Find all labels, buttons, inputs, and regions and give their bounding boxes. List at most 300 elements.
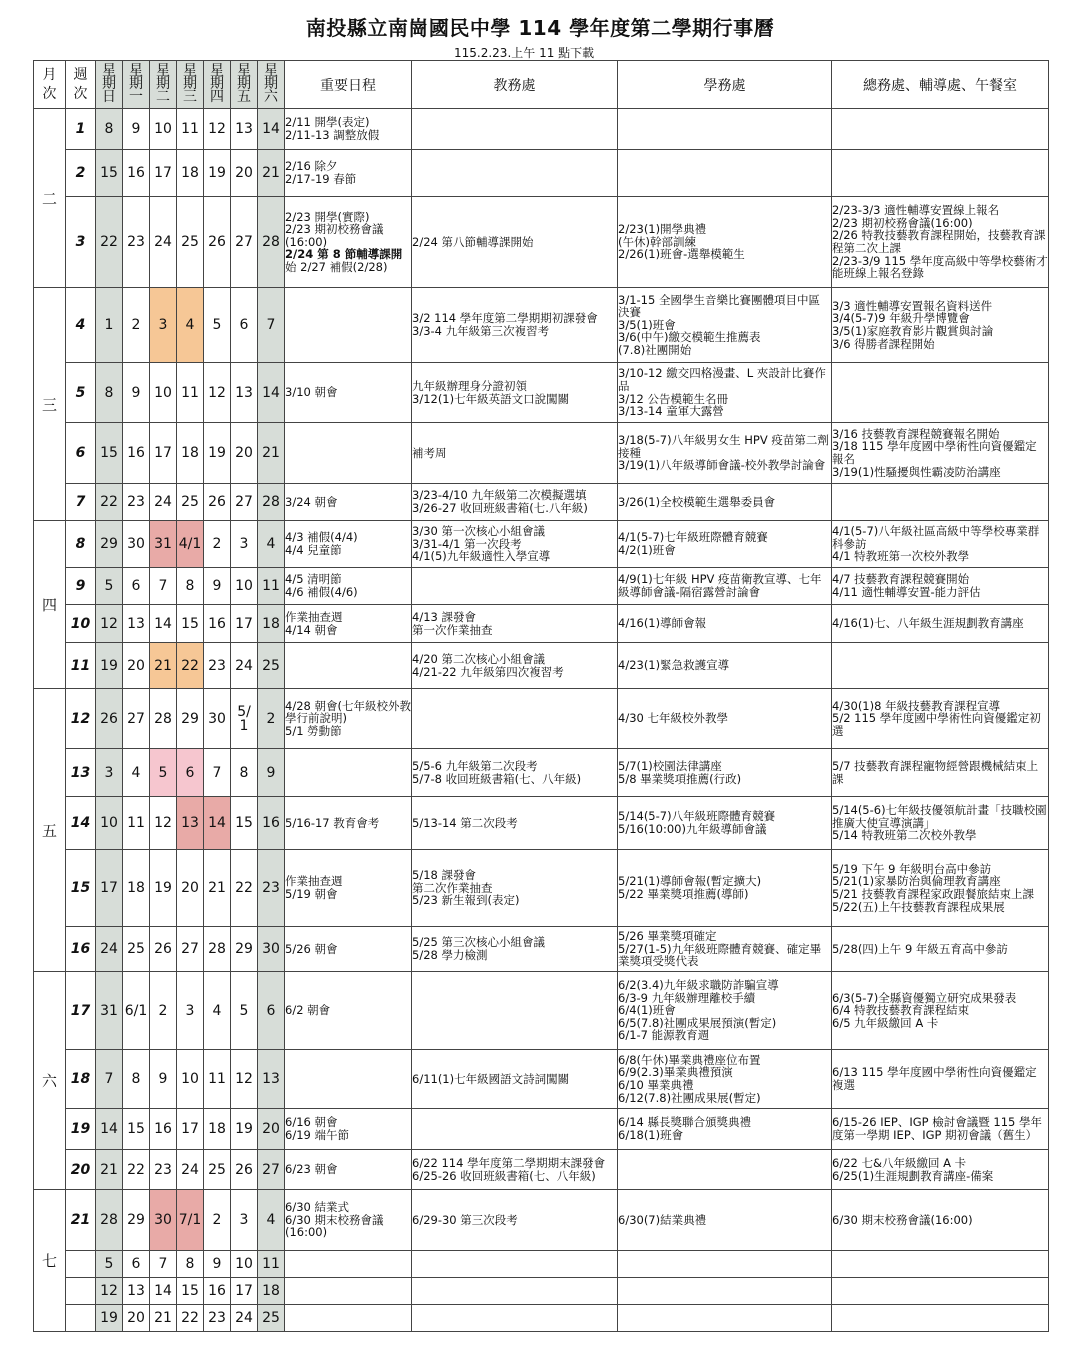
date-cell: 14 [258, 363, 285, 423]
schedule-cell [285, 423, 412, 484]
schedule-cell [285, 288, 412, 363]
week-row [34, 749, 1049, 797]
date-cell: 23 [204, 1305, 231, 1332]
date-cell: 17 [231, 1278, 258, 1305]
date-cell: 12 [204, 363, 231, 423]
schedule-cell: 作業抽查週 5/19 朝會 [285, 850, 412, 927]
date-cell: 27 [258, 1150, 285, 1190]
date-cell: 22 [96, 484, 123, 521]
week-row [34, 568, 1049, 605]
general-cell: 4/1(5-7)八年級社區高級中等學校專業群科參訪 4/1 特教班第一次校外教學 [832, 521, 1049, 568]
date-cell: 6 [177, 749, 204, 797]
date-cell: 27 [123, 689, 150, 749]
date-cell: 12 [96, 605, 123, 643]
general-cell: 3/3 適性輔導安置報名資料送件 3/4(5-7)9 年級升學博覽會 3/5(1)家庭教育影片觀賞與討論 3/6 得勝者課程開始 [832, 288, 1049, 363]
date-cell: 19 [231, 1109, 258, 1150]
date-cell: 26 [231, 1150, 258, 1190]
date-cell: 19 [204, 150, 231, 197]
schedule-cell [285, 197, 412, 288]
date-cell: 29 [123, 1190, 150, 1251]
general-cell: 3/16 技藝教育課程競賽報名開始 3/18 115 學年度國中學術性向資優鑑定報名 3/19(1)性騷擾與性霸凌防治講座 [832, 423, 1049, 484]
general-cell [832, 363, 1049, 423]
week-row [34, 197, 1049, 288]
header-tue: 星 期 二 [150, 61, 177, 109]
date-cell: 7 [150, 1251, 177, 1278]
date-cell: 29 [96, 521, 123, 568]
date-cell: 22 [177, 643, 204, 689]
date-cell: 1 [96, 288, 123, 363]
header-general: 總務處、輔導處、午餐室 [832, 61, 1049, 109]
student-cell: 2/23(1)開學典禮 (午休)幹部訓練 2/26(1)班會-選舉模範生 [618, 197, 832, 288]
general-cell: 4/7 技藝教育課程競賽開始 4/11 適性輔導安置-能力評估 [832, 568, 1049, 605]
date-cell: 24 [96, 927, 123, 972]
date-cell: 3 [231, 521, 258, 568]
date-cell: 3 [177, 972, 204, 1050]
date-cell: 5 [96, 1251, 123, 1278]
student-cell [618, 1150, 832, 1190]
student-cell: 3/26(1)全校模範生選舉委員會 [618, 484, 832, 521]
date-cell: 7 [150, 568, 177, 605]
date-cell: 5 [231, 972, 258, 1050]
schedule-cell: 5/16-17 教育會考 [285, 797, 412, 850]
general-cell: 2/23-3/3 適性輔導安置線上報名 2/23 期初校務會議(16:00) 2/26 特教技藝教育課程開始，技藝教育課程第二次上課 2/23-3/9 115 學年度高級中等學校藝術才能班線上報名登錄 [832, 197, 1049, 288]
date-cell: 24 [177, 1150, 204, 1190]
date-cell: 10 [150, 109, 177, 150]
month-cell: 二 [34, 109, 66, 288]
date-cell: 5 [96, 568, 123, 605]
month-cell: 七 [34, 1190, 66, 1332]
schedule-cell: 4/5 清明節 4/6 補假(4/6) [285, 568, 412, 605]
date-cell: 9 [150, 1050, 177, 1109]
date-cell: 29 [231, 927, 258, 972]
date-cell: 15 [96, 423, 123, 484]
student-cell [618, 1305, 832, 1332]
week-row [34, 1305, 1049, 1332]
date-cell: 21 [96, 1150, 123, 1190]
date-cell: 21 [204, 850, 231, 927]
student-cell: 6/2(3.4)九年級求職防詐騙宣導 6/3-9 九年級辦理離校手續 6/4(1)班會 6/5(7.8)社團成果展預演(暫定) 6/1-7 能源教育週 [618, 972, 832, 1050]
date-cell: 20 [231, 150, 258, 197]
academic-cell: 5/18 課發會 第二次作業抽查 5/23 新生報到(表定) [412, 850, 618, 927]
academic-cell [412, 972, 618, 1050]
date-cell: 21 [150, 1305, 177, 1332]
date-cell: 28 [258, 197, 285, 288]
general-cell [832, 1278, 1049, 1305]
header-thu: 星 期 四 [204, 61, 231, 109]
date-cell: 18 [177, 423, 204, 484]
date-cell: 15 [96, 150, 123, 197]
date-cell: 20 [123, 643, 150, 689]
date-cell: 27 [231, 484, 258, 521]
date-cell: 8 [177, 1251, 204, 1278]
general-cell: 6/30 期末校務會議(16:00) [832, 1190, 1049, 1251]
week-number [66, 1251, 96, 1278]
date-cell: 4 [258, 1190, 285, 1251]
week-number: 16 [66, 927, 96, 972]
week-number [66, 1278, 96, 1305]
date-cell: 10 [96, 797, 123, 850]
schedule-cell [285, 1278, 412, 1305]
week-number: 14 [66, 797, 96, 850]
week-row [34, 1150, 1049, 1190]
date-cell: 21 [258, 150, 285, 197]
academic-cell: 4/20 第二次核心小組會議 4/21-22 九年級第四次複習考 [412, 643, 618, 689]
student-cell: 5/7(1)校園法律講座 5/8 畢業獎項推薦(行政) [618, 749, 832, 797]
student-cell [618, 150, 832, 197]
date-cell: 5 [204, 288, 231, 363]
month-cell: 六 [34, 972, 66, 1190]
date-cell: 21 [258, 423, 285, 484]
date-cell: 18 [204, 1109, 231, 1150]
date-cell: 8 [177, 568, 204, 605]
date-cell: 4/1 [177, 521, 204, 568]
week-row [34, 1278, 1049, 1305]
week-number: 7 [66, 484, 96, 521]
date-cell: 7/1 [177, 1190, 204, 1251]
schedule-cell: 5/26 朝會 [285, 927, 412, 972]
general-cell: 6/3(5-7)全縣資優獨立研究成果發表 6/4 特教技藝教育課程結束 6/5 九年級繳回 A 卡 [832, 972, 1049, 1050]
schedule-text: 2/23 開學(實際) 2/23 期初校務會議 (16:00) [285, 209, 384, 249]
date-cell: 15 [177, 605, 204, 643]
week-row [34, 1251, 1049, 1278]
general-cell [832, 484, 1049, 521]
schedule-cell: 6/30 結業式 6/30 期末校務會議 (16:00) [285, 1190, 412, 1251]
date-cell: 6 [123, 568, 150, 605]
date-cell: 19 [150, 850, 177, 927]
date-cell: 12 [96, 1278, 123, 1305]
academic-cell: 九年級辦理身分證初領 3/12(1)七年級英語文口說闖關 [412, 363, 618, 423]
week-number: 10 [66, 605, 96, 643]
date-cell: 10 [231, 568, 258, 605]
date-cell: 24 [150, 197, 177, 288]
date-cell: 2 [123, 288, 150, 363]
schedule-cell: 6/16 朝會 6/19 端午節 [285, 1109, 412, 1150]
schedule-cell: 3/10 朝會 [285, 363, 412, 423]
date-cell: 20 [231, 423, 258, 484]
date-cell: 23 [123, 197, 150, 288]
calendar-table [33, 60, 1049, 1332]
date-cell: 27 [231, 197, 258, 288]
header-sun: 星 期 日 [96, 61, 123, 109]
header-week: 週 次 [66, 61, 96, 109]
schedule-cell: 4/3 補假(4/4) 4/4 兒童節 [285, 521, 412, 568]
general-cell [832, 150, 1049, 197]
date-cell: 14 [150, 605, 177, 643]
date-cell: 7 [204, 749, 231, 797]
date-cell: 28 [96, 1190, 123, 1251]
student-cell: 4/9(1)七年級 HPV 疫苗衛教宣導、七年級導師會議-隔宿露營討論會 [618, 568, 832, 605]
date-cell: 17 [150, 423, 177, 484]
student-cell: 4/30 七年級校外教學 [618, 689, 832, 749]
date-cell: 8 [231, 749, 258, 797]
date-cell: 11 [123, 797, 150, 850]
date-cell: 14 [258, 109, 285, 150]
week-row [34, 1109, 1049, 1150]
general-cell [832, 109, 1049, 150]
date-cell: 9 [204, 1251, 231, 1278]
date-cell: 13 [231, 109, 258, 150]
date-cell: 16 [123, 150, 150, 197]
week-number: 2 [66, 150, 96, 197]
date-cell: 17 [177, 1109, 204, 1150]
student-cell: 4/1(5-7)七年級班際體育競賽 4/2(1)班會 [618, 521, 832, 568]
date-cell: 8 [96, 109, 123, 150]
week-number: 11 [66, 643, 96, 689]
date-cell: 31 [96, 972, 123, 1050]
date-cell: 11 [177, 363, 204, 423]
general-cell: 4/30(1)8 年級技藝教育課程宣導 5/2 115 學年度國中學術性向資優鑑定初選 [832, 689, 1049, 749]
week-row [34, 972, 1049, 1050]
academic-cell: 3/30 第一次核心小組會議 3/31-4/1 第一次段考 4/1(5)九年級適性入學宣導 [412, 521, 618, 568]
student-cell: 6/8(午休)畢業典禮座位布置 6/9(2.3)畢業典禮預演 6/10 畢業典禮 6/12(7.8)社團成果展(暫定) [618, 1050, 832, 1109]
student-cell [618, 1278, 832, 1305]
schedule-cell: 3/24 朝會 [285, 484, 412, 521]
date-cell: 25 [258, 643, 285, 689]
week-number: 6 [66, 423, 96, 484]
academic-cell: 5/5-6 九年級第二次段考 5/7-8 收回班級書箱(七、八年級) [412, 749, 618, 797]
date-cell: 16 [123, 423, 150, 484]
date-cell: 12 [231, 1050, 258, 1109]
schedule-cell [285, 1305, 412, 1332]
week-row [34, 484, 1049, 521]
date-cell: 19 [96, 643, 123, 689]
date-cell: 19 [204, 423, 231, 484]
general-cell [832, 1251, 1049, 1278]
general-cell: 6/13 115 學年度國中學術性向資優鑑定複選 [832, 1050, 1049, 1109]
date-cell: 4 [123, 749, 150, 797]
date-cell: 25 [177, 197, 204, 288]
student-cell: 5/21(1)導師會報(暫定擴大) 5/22 畢業獎項推薦(導師) [618, 850, 832, 927]
academic-cell: 6/22 114 學年度第二學期期末課發會 6/25-26 收回班級書箱(七、八年級) [412, 1150, 618, 1190]
date-cell: 25 [123, 927, 150, 972]
date-cell: 18 [177, 150, 204, 197]
student-cell: 3/10-12 繳交四格漫畫、L 夾設計比賽作品 3/12 公告模範生名冊 3/13-14 童軍大露營 [618, 363, 832, 423]
download-note: 115.2.23.上午 11 點下載 [454, 46, 595, 60]
academic-cell: 3/23-4/10 九年級第二次模擬選填 3/26-27 收回班級書箱(七.八年級) [412, 484, 618, 521]
week-row [34, 1050, 1049, 1109]
date-cell: 17 [150, 150, 177, 197]
schedule-cell [285, 1050, 412, 1109]
date-cell: 18 [258, 605, 285, 643]
academic-cell: 2/24 第八節輔導課開始 [412, 197, 618, 288]
schedule-cell: 作業抽查週 4/14 朝會 [285, 605, 412, 643]
date-cell: 12 [150, 797, 177, 850]
student-cell: 4/23(1)緊急救護宣導 [618, 643, 832, 689]
student-cell: 3/1-15 全國學生音樂比賽團體項目中區決賽 3/5(1)班會 3/6(中午)繳交模範生推薦表 (7.8)社團開始 [618, 288, 832, 363]
header-wed: 星 期 三 [177, 61, 204, 109]
date-cell: 30 [204, 689, 231, 749]
week-row [34, 363, 1049, 423]
general-cell: 5/19 下午 9 年級明台高中參訪 5/21(1)家暴防治與倫理教育講座 5/21 技藝教育課程家政跟餐旅結束上課 5/22(五)上午技藝教育課程成果展 [832, 850, 1049, 927]
date-cell: 24 [231, 1305, 258, 1332]
date-cell: 25 [258, 1305, 285, 1332]
student-cell: 6/14 縣長獎聯合頒獎典禮 6/18(1)班會 [618, 1109, 832, 1150]
week-number: 15 [66, 850, 96, 927]
date-cell: 22 [177, 1305, 204, 1332]
date-cell: 9 [204, 568, 231, 605]
student-cell: 3/18(5-7)八年級男女生 HPV 疫苗第二劑接種 3/19(1)八年級導師會議-校外教學討論會 [618, 423, 832, 484]
academic-cell [412, 568, 618, 605]
date-cell: 4 [177, 288, 204, 363]
academic-cell: 6/29-30 第三次段考 [412, 1190, 618, 1251]
week-number: 4 [66, 288, 96, 363]
date-cell: 26 [204, 484, 231, 521]
date-cell: 26 [150, 927, 177, 972]
week-row [34, 605, 1049, 643]
week-row [34, 927, 1049, 972]
date-cell: 18 [258, 1278, 285, 1305]
week-number: 9 [66, 568, 96, 605]
date-cell: 10 [177, 1050, 204, 1109]
date-cell: 11 [258, 1251, 285, 1278]
date-cell: 22 [96, 197, 123, 288]
date-cell: 28 [150, 689, 177, 749]
date-cell: 24 [231, 643, 258, 689]
date-cell: 18 [123, 850, 150, 927]
academic-cell: 4/13 課發會 第一次作業抽查 [412, 605, 618, 643]
date-cell: 9 [123, 109, 150, 150]
week-row [34, 288, 1049, 363]
academic-cell [412, 1305, 618, 1332]
student-cell [618, 1251, 832, 1278]
academic-cell [412, 689, 618, 749]
week-row [34, 150, 1049, 197]
academic-cell: 5/25 第三次核心小組會議 5/28 學力檢測 [412, 927, 618, 972]
header-fri: 星 期 五 [231, 61, 258, 109]
general-cell: 5/14(5-6)七年級技優領航計畫「技職校園推廣大使宣導演講」 5/14 特教班第二次校外教學 [832, 797, 1049, 850]
week-number: 18 [66, 1050, 96, 1109]
week-number: 1 [66, 109, 96, 150]
date-cell: 16 [150, 1109, 177, 1150]
date-cell: 16 [204, 605, 231, 643]
month-cell: 三 [34, 288, 66, 521]
date-cell: 31 [150, 521, 177, 568]
academic-cell [412, 109, 618, 150]
schedule-cell: 2/11 開學(表定) 2/11-13 調整放假 [285, 109, 412, 150]
week-number: 13 [66, 749, 96, 797]
week-number: 8 [66, 521, 96, 568]
date-cell: 24 [150, 484, 177, 521]
general-cell [832, 643, 1049, 689]
week-number: 20 [66, 1150, 96, 1190]
date-cell: 22 [123, 1150, 150, 1190]
date-cell: 14 [150, 1278, 177, 1305]
date-cell: 23 [258, 850, 285, 927]
date-cell: 15 [177, 1278, 204, 1305]
date-cell: 13 [123, 1278, 150, 1305]
week-row [34, 689, 1049, 749]
date-cell: 13 [231, 363, 258, 423]
date-cell: 25 [204, 1150, 231, 1190]
date-cell: 29 [177, 689, 204, 749]
date-cell: 19 [96, 1305, 123, 1332]
date-cell: 6 [123, 1251, 150, 1278]
header-mon: 星 期 一 [123, 61, 150, 109]
student-cell [618, 109, 832, 150]
schedule-cell: 2/16 除夕 2/17-19 春節 [285, 150, 412, 197]
date-cell: 23 [123, 484, 150, 521]
date-cell: 20 [258, 1109, 285, 1150]
date-cell: 17 [231, 605, 258, 643]
week-row [34, 109, 1049, 150]
week-number: 21 [66, 1190, 96, 1251]
academic-cell: 5/13-14 第二次段考 [412, 797, 618, 850]
schedule-bold-text: 2/24 第 8 節輔導課開 [285, 247, 403, 262]
date-cell: 10 [150, 363, 177, 423]
date-cell: 13 [177, 797, 204, 850]
week-number [66, 1305, 96, 1332]
date-cell: 26 [96, 689, 123, 749]
header-schedule: 重要日程 [285, 61, 412, 109]
date-cell: 16 [204, 1278, 231, 1305]
date-cell: 28 [258, 484, 285, 521]
date-cell: 20 [123, 1305, 150, 1332]
week-row [34, 643, 1049, 689]
date-cell: 10 [231, 1251, 258, 1278]
date-cell: 13 [258, 1050, 285, 1109]
academic-cell: 6/11(1)七年級國語文詩詞闖關 [412, 1050, 618, 1109]
schedule-cell [285, 749, 412, 797]
schedule-cell: 6/23 朝會 [285, 1150, 412, 1190]
week-row [34, 1190, 1049, 1251]
student-cell: 5/14(5-7)八年級班際體育競賽 5/16(10:00)九年級導師會議 [618, 797, 832, 850]
month-cell: 四 [34, 521, 66, 689]
date-cell: 30 [258, 927, 285, 972]
date-cell: 7 [96, 1050, 123, 1109]
date-cell: 6 [258, 972, 285, 1050]
week-row [34, 850, 1049, 927]
page-title: 南投縣立南崗國民中學 114 學年度第二學期行事曆 [305, 16, 775, 40]
date-cell: 14 [204, 797, 231, 850]
general-cell: 5/7 技藝教育課程寵物經營跟機械結束上課 [832, 749, 1049, 797]
week-row [34, 521, 1049, 568]
date-cell: 11 [204, 1050, 231, 1109]
date-cell: 25 [177, 484, 204, 521]
header-student: 學務處 [618, 61, 832, 109]
academic-cell: 3/2 114 學年度第二學期期初課發會 3/3-4 九年級第三次複習考 [412, 288, 618, 363]
week-row [34, 423, 1049, 484]
date-cell: 5 [150, 749, 177, 797]
date-cell: 9 [123, 363, 150, 423]
general-cell [832, 1305, 1049, 1332]
schedule-tail-text: 始 2/27 補假(2/28) [285, 259, 388, 274]
date-cell: 13 [123, 605, 150, 643]
general-cell: 4/16(1)七、八年級生涯規劃教育講座 [832, 605, 1049, 643]
date-cell: 21 [150, 643, 177, 689]
date-cell: 7 [258, 288, 285, 363]
month-cell: 五 [34, 689, 66, 972]
date-cell: 16 [258, 797, 285, 850]
week-row [34, 797, 1049, 850]
date-cell: 8 [96, 363, 123, 423]
date-cell: 2 [150, 972, 177, 1050]
date-cell: 4 [258, 521, 285, 568]
date-cell: 14 [96, 1109, 123, 1150]
student-cell: 4/16(1)導師會報 [618, 605, 832, 643]
schedule-cell [285, 1251, 412, 1278]
general-cell: 6/15-26 IEP、IGP 檢討會議暨 115 學年度第一學期 IEP、IGP 期初會議（舊生） [832, 1109, 1049, 1150]
week-number: 12 [66, 689, 96, 749]
academic-cell [412, 1251, 618, 1278]
general-cell: 6/22 七&八年級繳回 A 卡 6/25(1)生涯規劃教育講座-備案 [832, 1150, 1049, 1190]
date-cell: 12 [204, 109, 231, 150]
academic-cell [412, 1278, 618, 1305]
date-cell: 2 [204, 1190, 231, 1251]
academic-cell [412, 150, 618, 197]
date-cell: 15 [231, 797, 258, 850]
student-cell: 6/30(7)結業典禮 [618, 1190, 832, 1251]
academic-cell [412, 1109, 618, 1150]
